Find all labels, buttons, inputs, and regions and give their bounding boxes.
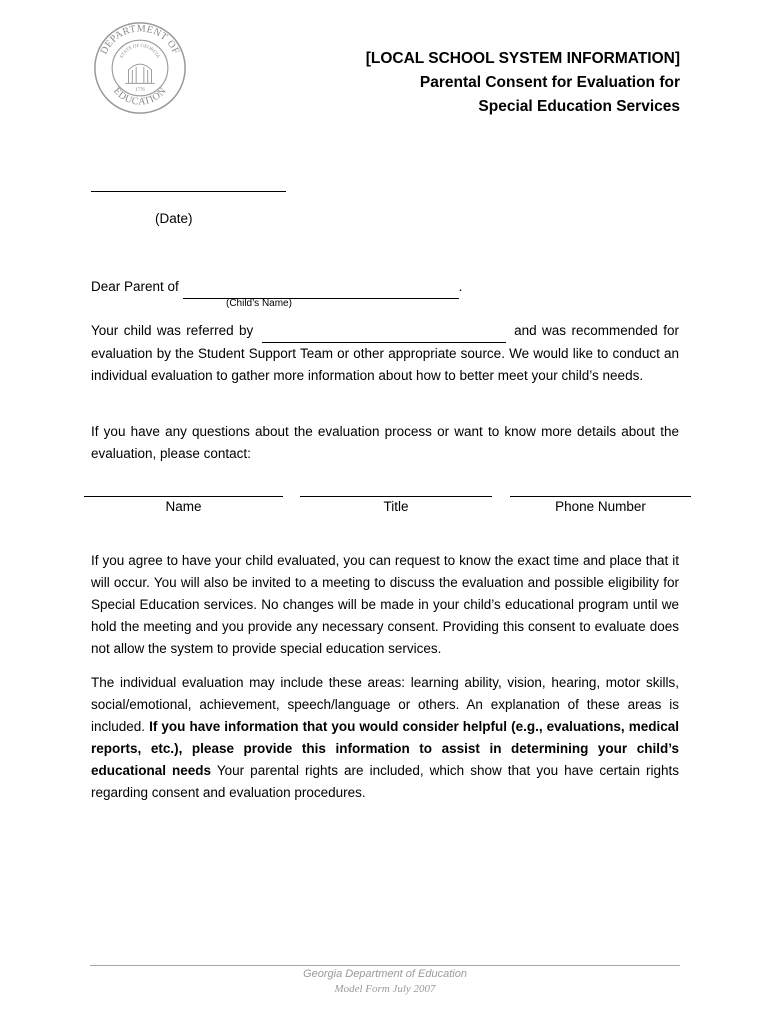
greeting-suffix: .	[458, 279, 463, 294]
contact-phone-line[interactable]	[510, 496, 691, 497]
greeting-line	[91, 276, 679, 299]
date-field-line[interactable]	[91, 191, 286, 192]
svg-text:STATE OF GEORGIA	[120, 44, 161, 60]
header-title-line1: Parental Consent for Evaluation for	[419, 74, 680, 91]
footer-organization: Georgia Department of Education	[303, 968, 467, 980]
footer	[90, 967, 680, 997]
form-header	[366, 47, 680, 119]
contact-name-label: Name	[165, 499, 202, 514]
header-system-info: [LOCAL SCHOOL SYSTEM INFORMATION]	[365, 50, 680, 67]
evaluation-intro: The individual evaluation may include these areas: learning ability, vision, hearing, motor skills, social/emotional, achievement, speech/language or others. An explanation of these areas is included.	[91, 675, 679, 734]
contact-title-line[interactable]	[300, 496, 492, 497]
seal-bottom-text: EDUCATION	[111, 85, 169, 108]
child-name-label: (Child’s Name)	[226, 298, 292, 309]
referral-prefix: Your child was referred by	[91, 323, 254, 338]
date-label: (Date)	[155, 211, 193, 226]
contact-phone-label: Phone Number	[555, 499, 646, 514]
georgia-department-of-education-seal	[92, 20, 188, 116]
referred-by-field[interactable]	[262, 320, 506, 343]
seal-year: 1776	[135, 88, 145, 94]
agreement-paragraph: If you agree to have your child evaluated, you can request to know the exact time and place that it will occur. You will also be invited to a meeting to discuss the evaluation and possible eligibility for Special Education services. No changes will be made in your child’s educational program until we hold the meeting and you provide any necessary consent. Providing this consent to evaluate does not allow the system to provide special education services.	[91, 553, 679, 656]
referral-paragraph	[91, 320, 679, 387]
header-title-line2: Special Education Services	[478, 98, 680, 115]
seal-arch-icon	[126, 64, 155, 83]
contact-title-label: Title	[383, 499, 409, 514]
footer-form-version: Model Form July 2007	[334, 983, 436, 995]
evaluation-bold-request: If you have information that you would consider helpful (e.g., evaluations, medical reports, etc.), please provide this information to assist in determining your child’s educational needs	[91, 719, 679, 778]
greeting-prefix: Dear Parent of	[91, 279, 179, 294]
seal-inner-text: STATE OF GEORGIA	[119, 43, 161, 60]
questions-paragraph: If you have any questions about the evaluation process or want to know more details about the evaluation, please contact:	[91, 424, 679, 461]
contact-name-line[interactable]	[84, 496, 283, 497]
referral-suffix: and was recommended for evaluation by the Student Support Team or other appropriate source. We would like to conduct an individual evaluation to gather more information about how to better meet your child’s needs.	[91, 323, 679, 383]
evaluation-outro: Your parental rights are included, which show that you have certain rights regarding consent and evaluation procedures.	[91, 763, 679, 800]
evaluation-paragraph	[91, 672, 679, 804]
seal-top-text: DEPARTMENT OF	[98, 23, 182, 57]
child-name-field[interactable]	[183, 276, 459, 299]
footer-divider	[90, 965, 680, 966]
